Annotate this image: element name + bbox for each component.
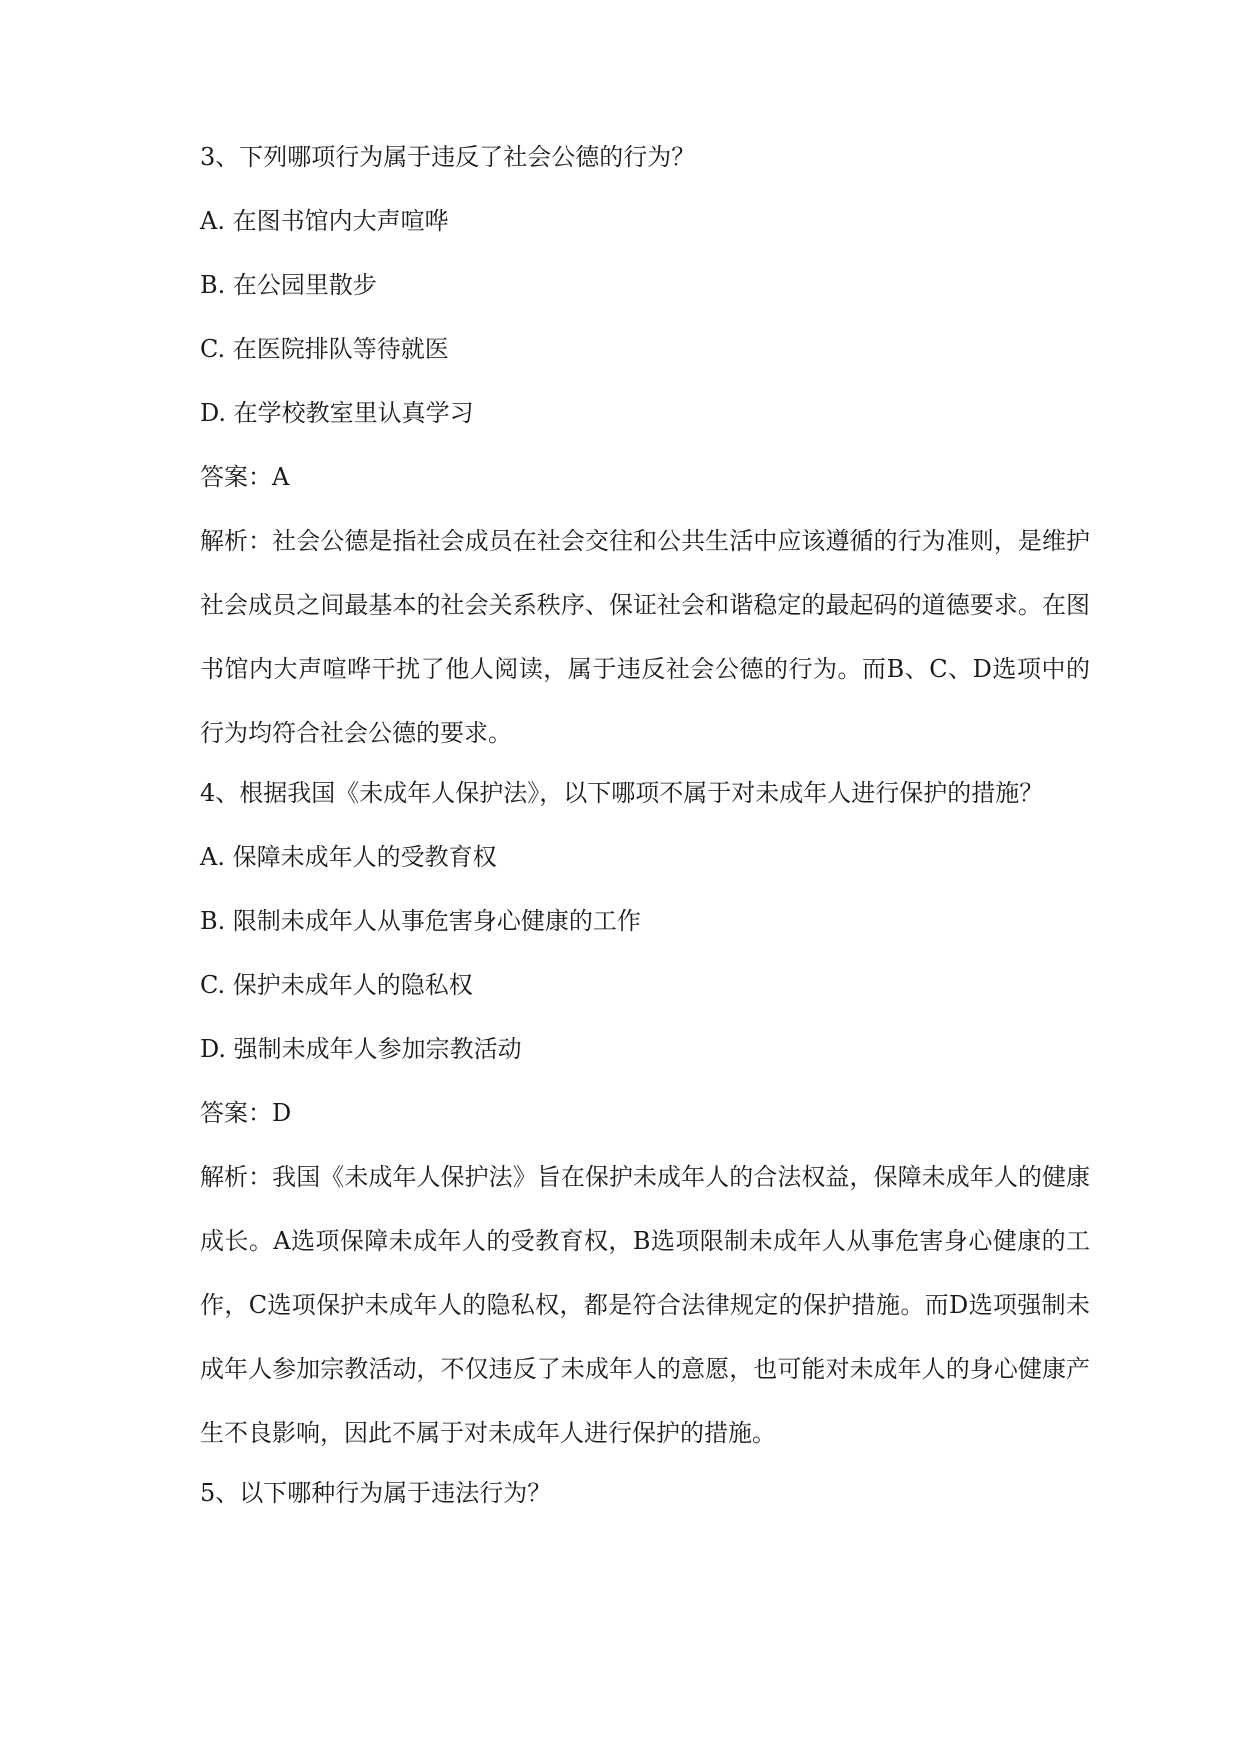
question-4-analysis: 解析：我国《未成年人保护法》旨在保护未成年人的合法权益，保障未成年人的健康成长。A选项保障未成年人的受教育权，B选项限制未成年人从事危害身心健康的工作，C选项保护未成年人的隐私权，都是符合法律规定的保护措施。而D选项强制未成年人参加宗教活动，不仅违反了未成年人的意愿，也可能对未成年人的身心健康产生不良影响，因此不属于对未成年人进行保护的措施。 [200,1163,1090,1447]
question-3-option-c: C. 在医院排队等待就医 [200,335,449,363]
question-3-answer: 答案：A [200,463,290,491]
question-4-option-b: B. 限制未成年人从事危害身心健康的工作 [200,907,641,935]
question-3-option-a: A. 在图书馆内大声喧哗 [200,207,449,235]
question-3-stem: 3、下列哪项行为属于违反了社会公德的行为？ [200,143,696,171]
question-3-option-d: D. 在学校教室里认真学习 [200,399,474,427]
question-3-option-b: B. 在公园里散步 [200,271,377,299]
question-4-stem: 4、根据我国《未成年人保护法》，以下哪项不属于对未成年人进行保护的措施？ [200,779,1044,807]
question-4-option-a: A. 保障未成年人的受教育权 [200,843,497,871]
question-4-answer: 答案：D [200,1099,292,1127]
question-4-option-d: D. 强制未成年人参加宗教活动 [200,1035,522,1063]
question-5-stem: 5、以下哪种行为属于违法行为？ [200,1479,552,1507]
question-4-option-c: C. 保护未成年人的隐私权 [200,971,473,999]
question-3-analysis: 解析：社会公德是指社会成员在社会交往和公共生活中应该遵循的行为准则，是维护社会成员之间最基本的社会关系秩序、保证社会和谐稳定的最起码的道德要求。在图书馆内大声喧哗干扰了他人阅读，属于违反社会公德的行为。而B、C、D选项中的行为均符合社会公德的要求。 [200,527,1090,747]
document-page [200,140,1090,1540]
